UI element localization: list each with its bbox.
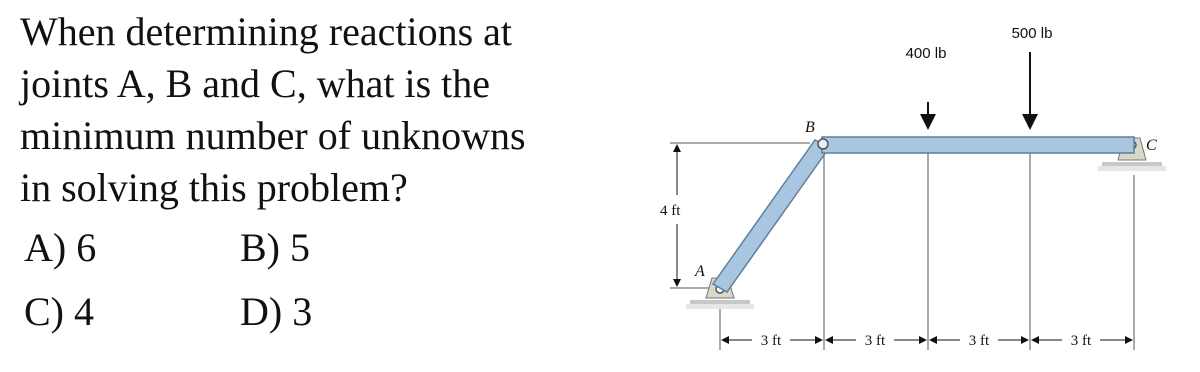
question-line-3: minimum number of unknowns	[20, 113, 526, 158]
member-ab	[713, 140, 829, 292]
load-label-500: 500 lb	[1011, 25, 1053, 42]
frame-members	[713, 137, 1134, 292]
joint-label-b: B	[805, 119, 815, 136]
option-a[interactable]: A) 6	[24, 225, 97, 270]
option-d[interactable]: D) 3	[240, 289, 313, 334]
question-line-1: When determining reactions at	[20, 9, 513, 54]
height-label: 4 ft	[660, 203, 681, 219]
spacing-label-4: 3 ft	[1070, 333, 1092, 349]
option-b[interactable]: B) 5	[240, 225, 310, 270]
question-line-4: in solving this problem?	[20, 165, 408, 210]
load-arrows	[928, 52, 1030, 128]
member-bc	[822, 137, 1134, 153]
option-c[interactable]: C) 4	[24, 289, 94, 334]
joint-label-c: C	[1146, 137, 1157, 154]
spacing-label-3: 3 ft	[968, 333, 990, 349]
load-label-400: 400 lb	[905, 45, 947, 62]
height-dimension	[660, 145, 681, 286]
spacing-label-1: 3 ft	[760, 333, 782, 349]
question-line-2: joints A, B and C, what is the	[20, 61, 490, 106]
pin-b	[818, 139, 828, 149]
spacing-label-2: 3 ft	[864, 333, 886, 349]
joint-label-a: A	[695, 263, 705, 280]
